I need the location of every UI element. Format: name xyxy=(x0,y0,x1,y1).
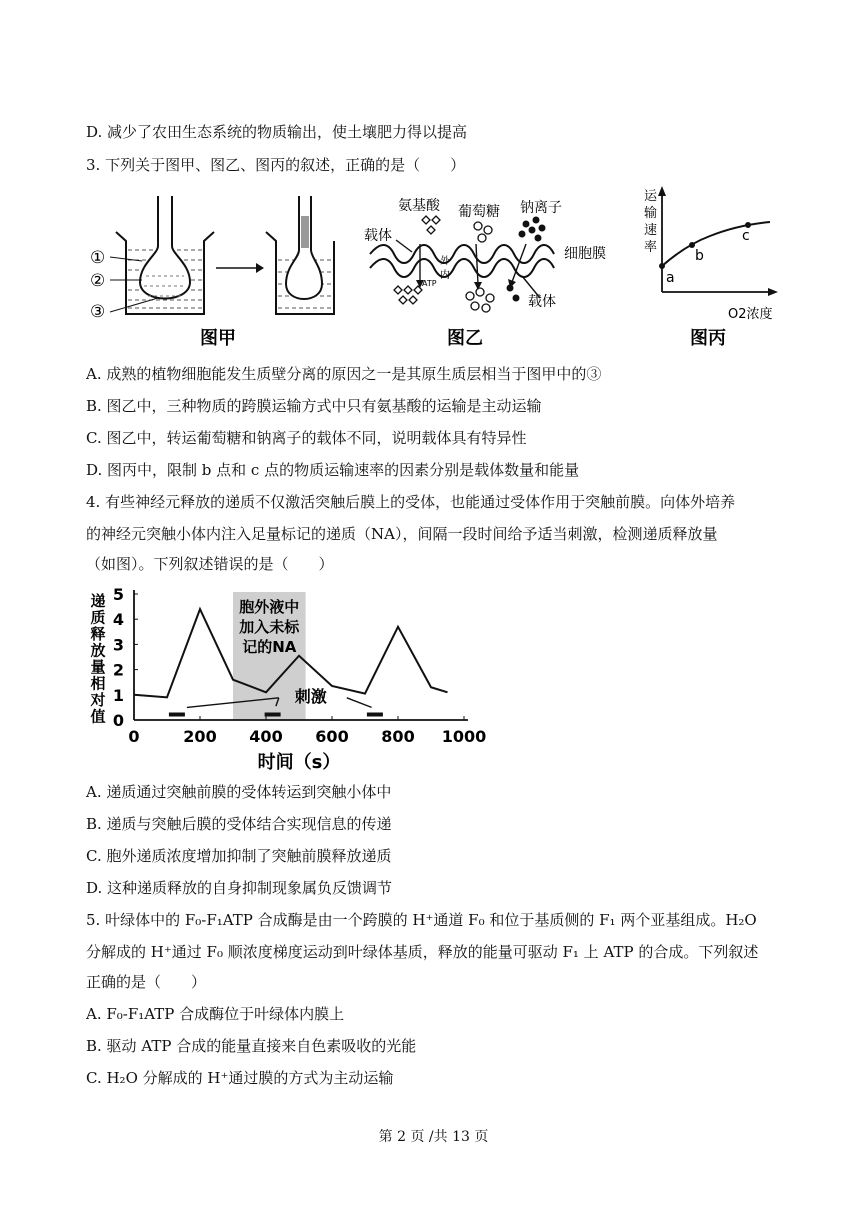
x-tick-label: 400 xyxy=(249,727,283,746)
ylabel-c1: 运 xyxy=(644,189,658,204)
y-axis-label-char: 递 xyxy=(90,592,106,610)
x-tick-label: 0 xyxy=(128,727,140,746)
q3-stem: 3. 下列关于图甲、图乙、图丙的叙述，正确的是（ ） xyxy=(86,156,466,174)
point-b: b xyxy=(695,248,704,264)
x-tick-label: 200 xyxy=(183,727,217,746)
label-carrier-right: 载体 xyxy=(528,294,556,310)
q4-option-c: C. 胞外递质浓度增加抑制了突触前膜释放递质 xyxy=(86,847,392,865)
stimulus-label: 刺激 xyxy=(294,686,327,706)
x-tick-label: 600 xyxy=(315,727,349,746)
y-axis-label-char: 相 xyxy=(90,674,106,693)
y-axis-label-char: 量 xyxy=(90,658,106,676)
q4-stem-2: 的神经元突触小体内注入足量标记的递质（NA），间隔一段时间给予适当刺激，检测递质释放量 xyxy=(86,525,718,543)
x-tick-label: 1000 xyxy=(441,727,487,746)
figure-yi xyxy=(360,192,622,356)
marker-1: ① xyxy=(90,248,106,268)
figure-bing xyxy=(630,182,790,352)
caption-bing: 图丙 xyxy=(690,328,726,349)
y-tick-label: 3 xyxy=(112,635,124,655)
y-axis-label-char: 释 xyxy=(90,625,106,643)
label-sodium: 钠离子 xyxy=(520,200,562,216)
q3-option-c: C. 图乙中，转运葡萄糖和钠离子的载体不同，说明载体具有特异性 xyxy=(86,429,527,447)
q4-stem-3: （如图）。下列叙述错误的是（ ） xyxy=(86,555,334,573)
q5-option-a: A. F₀-F₁ATP 合成酶位于叶绿体内膜上 xyxy=(86,1005,345,1023)
marker-2: ② xyxy=(90,271,106,291)
q5-stem-3: 正确的是（ ） xyxy=(86,973,207,991)
stimulus-pointer xyxy=(347,698,372,708)
ylabel-c3: 速 xyxy=(644,223,658,238)
ylabel-c2: 输 xyxy=(644,206,658,221)
y-tick-label: 5 xyxy=(112,585,124,604)
shaded-label: 胞外液中 xyxy=(239,598,300,616)
release-chart xyxy=(82,582,502,776)
x-axis-label: 时间（s） xyxy=(257,752,341,773)
page-footer: 第 2 页 /共 13 页 xyxy=(378,1129,489,1145)
label-inside: 内 xyxy=(440,270,450,281)
label-atp: ATP xyxy=(422,279,437,288)
y-tick-label: 4 xyxy=(112,610,124,630)
q3-option-a: A. 成熟的植物细胞能发生质壁分离的原因之一是其原生质层相当于图甲中的③ xyxy=(86,365,602,383)
y-axis-label-char: 对 xyxy=(90,691,106,709)
xlabel-bing: O2浓度 xyxy=(728,307,773,322)
y-tick-label: 2 xyxy=(112,660,124,680)
label-glucose: 葡萄糖 xyxy=(458,204,500,220)
q4-option-a: A. 递质通过突触前膜的受体转运到突触小体中 xyxy=(86,783,392,801)
shaded-label: 加入未标 xyxy=(239,618,300,636)
label-carrier-left: 载体 xyxy=(364,228,392,244)
label-outside: 外 xyxy=(440,256,450,267)
point-c: c xyxy=(742,228,750,244)
q2-option-d: D. 减少了农田生态系统的物质输出，使土壤肥力得以提高 xyxy=(86,123,468,141)
label-amino: 氨基酸 xyxy=(398,198,440,214)
y-axis-label-char: 放 xyxy=(90,641,106,660)
shaded-label: 记的NA xyxy=(242,638,297,656)
caption-jia: 图甲 xyxy=(200,328,236,349)
y-axis-label-char: 值 xyxy=(90,707,106,726)
q4-option-b: B. 递质与突触后膜的受体结合实现信息的传递 xyxy=(86,815,392,833)
y-tick-label: 1 xyxy=(112,685,124,705)
q5-option-c: C. H₂O 分解成的 H⁺通过膜的方式为主动运输 xyxy=(86,1069,394,1087)
ylabel-c4: 率 xyxy=(644,240,658,255)
q3-option-b: B. 图乙中，三种物质的跨膜运输方式中只有氨基酸的运输是主动运输 xyxy=(86,397,542,415)
q4-stem-1: 4. 有些神经元释放的递质不仅激活突触后膜上的受体，也能通过受体作用于突触前膜。向体外培养 xyxy=(86,493,736,511)
caption-yi: 图乙 xyxy=(447,328,483,349)
y-tick-label: 0 xyxy=(112,711,124,730)
q3-option-d: D. 图丙中，限制 b 点和 c 点的物质运输速率的因素分别是载体数量和能量 xyxy=(86,461,580,479)
q4-option-d: D. 这种递质释放的自身抑制现象属负反馈调节 xyxy=(86,879,393,897)
figure-jia xyxy=(86,186,336,356)
point-a: a xyxy=(666,270,675,286)
x-tick-label: 800 xyxy=(381,727,415,746)
q5-option-b: B. 驱动 ATP 合成的能量直接来自色素吸收的光能 xyxy=(86,1037,417,1055)
marker-3: ③ xyxy=(90,302,106,322)
y-axis-label-char: 质 xyxy=(90,608,106,627)
label-membrane: 细胞膜 xyxy=(564,246,606,262)
q5-stem-2: 分解成的 H⁺通过 F₀ 顺浓度梯度运动到叶绿体基质，释放的能量可驱动 F₁ 上 ATP 的合成。下列叙述 xyxy=(86,943,759,961)
q5-stem-1: 5. 叶绿体中的 F₀-F₁ATP 合成酶是由一个跨膜的 H⁺通道 F₀ 和位于基质侧的 F₁ 两个亚基组成。H₂O xyxy=(86,911,757,929)
